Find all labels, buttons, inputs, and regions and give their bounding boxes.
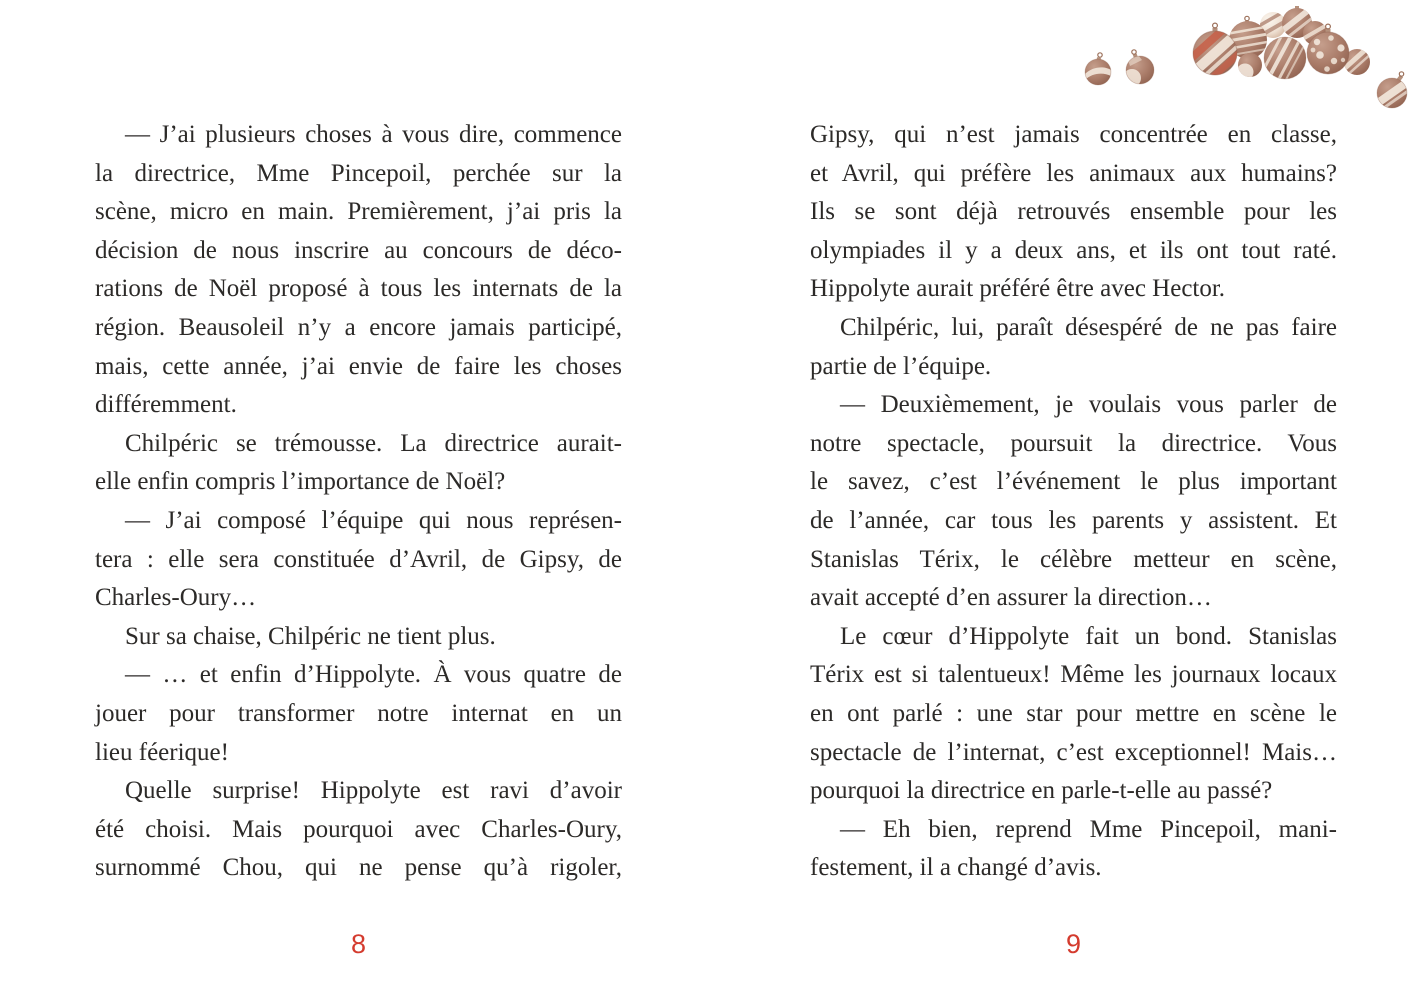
text-line: Hippolyte aurait préféré être avec Hector. (810, 275, 1226, 303)
text-line: — J’ai plusieurs choses à vous dire, commence (125, 121, 622, 148)
text-line: la directrice, Mme Pincepoil, perchée sur la (95, 159, 622, 187)
text-line: de l’année, car tous les parents y assistent. Et (810, 506, 1337, 534)
text-line: elle enfin compris l’importance de Noël? (95, 468, 506, 496)
text-line: mais, cette année, j’ai envie de faire les choses (95, 352, 622, 380)
text-line: spectacle de l’internat, c’est exceptionnel! Mais… (810, 738, 1337, 766)
text-line: — Deuxièmement, je voulais vous parler de (840, 391, 1337, 419)
text-line: — J’ai composé l’équipe qui nous représen- (125, 506, 622, 534)
text-line: surnommé Chou, qui ne pense qu’à rigoler, (95, 854, 622, 882)
text-line: différemment. (95, 391, 237, 419)
text-line: — Eh bien, reprend Mme Pincepoil, mani- (840, 815, 1337, 843)
text-line: en ont parlé : une star pour mettre en scène le (810, 699, 1337, 727)
text-line: festement, il a changé d’avis. (810, 854, 1102, 882)
text-line: partie de l’équipe. (810, 352, 992, 380)
text-line: lieu féerique! (95, 738, 229, 766)
text-line: olympiades il y a deux ans, et ils ont tout raté. (810, 236, 1337, 264)
text-line: Stanislas Térix, le célèbre metteur en scène, (810, 545, 1337, 573)
text-line: Chilpéric se trémousse. La directrice aurait- (125, 429, 622, 457)
text-line: Sur sa chaise, Chilpéric ne tient plus. (125, 622, 496, 650)
text-line: — … et enfin d’Hippolyte. À vous quatre de (125, 661, 622, 689)
text-line: Chilpéric, lui, paraît désespéré de ne pas faire (840, 313, 1337, 341)
text-line: et Avril, qui préfère les animaux aux humains? (810, 159, 1337, 187)
text-line: décision de nous inscrire au concours de déco- (95, 236, 622, 264)
text-line: avait accepté d’en assurer la direction… (810, 584, 1212, 612)
text-line: jouer pour transformer notre internat en un (95, 699, 622, 727)
left-page-number: 8 (350, 929, 367, 959)
text-line: Gipsy, qui n’est jamais concentrée en classe, (810, 121, 1337, 148)
text-line: Le cœur d’Hippolyte fait un bond. Stanislas (840, 622, 1337, 650)
text-line: région. Beausoleil n’y a encore jamais participé, (95, 313, 622, 341)
text-line: été choisi. Mais pourquoi avec Charles-Oury, (95, 815, 622, 843)
text-line: notre spectacle, poursuit la directrice. Vous (810, 429, 1337, 457)
right-page-text-column (810, 116, 1337, 888)
text-line: Quelle surprise! Hippolyte est ravi d’avoir (125, 777, 622, 805)
text-line: le savez, c’est l’événement le plus important (810, 468, 1337, 496)
text-line: Térix est si talentueux! Même les journaux locaux (810, 661, 1337, 689)
right-page-number: 9 (1065, 929, 1082, 959)
text-line: scène, micro en main. Premièrement, j’ai pris la (95, 198, 622, 226)
text-line: Ils se sont déjà retrouvés ensemble pour les (810, 198, 1337, 226)
text-line: Charles-Oury… (95, 584, 257, 612)
text-line: pourquoi la directrice en parle-t-elle au passé? (810, 777, 1273, 805)
text-line: tera : elle sera constituée d’Avril, de Gipsy, de (95, 545, 622, 573)
text-line: rations de Noël proposé à tous les internats de la (95, 275, 622, 303)
